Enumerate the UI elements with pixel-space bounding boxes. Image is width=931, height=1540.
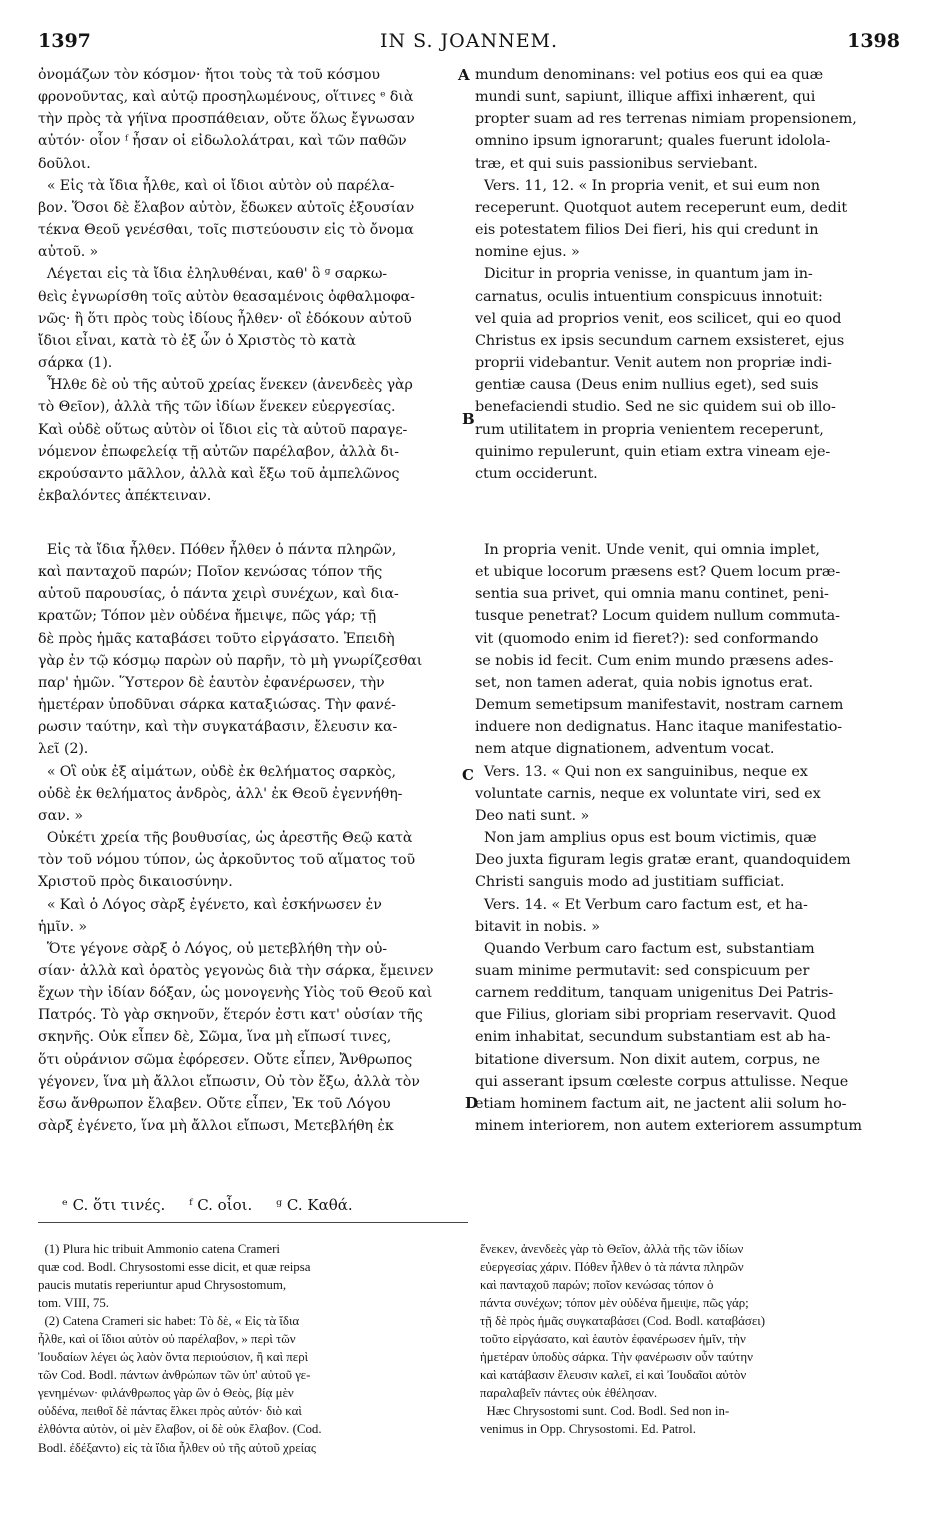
section-marker-c: C	[462, 766, 474, 784]
section-marker-b: B	[462, 410, 475, 428]
footnotes-left: (1) Plura hic tribuit Ammonio catena Crameri quæ cod. Bodl. Chrysostomi esse dicit, et quæ reipsa paucis mutatis reperiuntur apud Chrysostomum, tom. VIII, 75. (2) Catena Crameri sic habet: Τὸ δὲ, « Εἰς τὰ ἴδια ἦλθε, καὶ οἱ ἴδιοι αὐτὸν οὐ παρέλαβον, » περὶ τῶν Ἰουδαίων λέγει ὡς λαὸν ὄντα περιούσιον, ἢ καὶ περὶ τῶν Cod. Bodl. πάντων ἀνθρώπων τῶν ὑπ' αὐτοῦ γε- γενημένων· φιλάνθρωπος γὰρ ὢν ὁ Θεὸς, βίᾳ μὲν οὐδένα, πειθοῖ δὲ πάντας ἕλκει πρὸς αὐτόν· διὸ καὶ ἐλθόντα αὐτὸν, οἱ μὲν ἔλαβον, οἱ δὲ οὐκ ἔλαβον. (Cod. Bodl. ἐδέξαντο) εἰς τὰ ἴδια ἦλθεν οὐ τῆς αὐτοῦ χρείας	[38, 1242, 322, 1455]
section-marker-d: D	[465, 1094, 479, 1112]
page-number-right: 1398	[847, 30, 900, 52]
running-title: IN S. JOANNEM.	[379, 30, 559, 52]
latin-column-upper: mundum denominans: vel potius eos qui ea quæ mundi sunt, sapiunt, illique affixi inhærent, qui propter suam ad res terrenas nimiam propensionem, omnino ipsum ignorarunt; quales fuerunt idolola- træ, et qui suis passionibus serviebant. Vers. 11, 12. « In propria venit, et sui eum non receperunt. Quotquot autem receperunt eum, dedit eis potestatem filios Dei fieri, his qui credunt in nomine ejus. » Dicitur in propria venisse, in quantum jam in- carnatus, oculis intuentium conspicuus innotuit: vel quia ad proprios venit, eos scilicet, qui eo quod Christus ex ipsis secundum carnem exsisteret, ejus proprii videbantur. Venit autem non propriæ indi- gentiæ causa (Deus enim nullius eget), sed suis benefaciendi studio. Sed ne sic quidem sui ob illo- rum utilitatem in propria venientem receperunt, quinimo repulerunt, quin etiam extra vineam eje- ctum occiderunt.	[475, 67, 857, 482]
section-marker-a: A	[458, 66, 470, 84]
page-number-left: 1397	[38, 30, 91, 52]
footnotes-right: ἕνεκεν, ἀνενδεὲς γὰρ τὸ Θεῖον, ἀλλὰ τῆς τῶν ἰδίων εὐεργεσίας χάριν. Πόθεν ἦλθεν ὁ τὰ πάντα πληρῶν καὶ πανταχοῦ παρών; ποῖον κενώσας τόπον ὁ πάντα συνέχων; τόπον μὲν οὐδένα ἤμειψε, πῶς γάρ; τῇ δὲ πρὸς ἡμᾶς συγκαταβάσει (Cod. Bodl. καταβάσει) τοῦτο εἰργάσατο, καὶ ἑαυτὸν ἐφανέρωσεν ἡμῖν, τὴν ἡμετέραν ὑποδὺς σάρκα. Τὴν φανέρωσιν οὖν ταύτην καὶ κατάβασιν ἔλευσιν καλεῖ, εἰ καὶ Ἰουδαῖοι αὐτὸν παραλαβεῖν πάντες οὐκ ἐθέλησαν. Hæc Chrysostomi sunt. Cod. Bodl. Sed non in- venimus in Opp. Chrysostomi. Ed. Patrol.	[480, 1242, 766, 1437]
greek-column-upper: ὀνομάζων τὸν κόσμον· ἤτοι τοὺς τὰ τοῦ κόσμου φρονοῦντας, καὶ αὐτῷ προσηλωμένους, οἵτινες ᵉ διὰ τὴν πρὸς τὰ γήϊνα προσπάθειαν, οὔτε ὅλως ἔγνωσαν αὐτόν· οἷον ᶠ ἦσαν οἱ εἰδωλολάτραι, καὶ τῶν παθῶν δοῦλοι. « Εἰς τὰ ἴδια ἦλθε, καὶ οἱ ἴδιοι αὐτὸν οὐ παρέλα- βον. Ὅσοι δὲ ἔλαβον αὐτὸν, ἔδωκεν αὐτοῖς ἐξουσίαν τέκνα Θεοῦ γενέσθαι, τοῖς πιστεύουσιν εἰς τὸ ὄνομα αὐτοῦ. » Λέγεται εἰς τὰ ἴδια ἐληλυθέναι, καθ' ὃ ᵍ σαρκω- θεὶς ἐγνωρίσθη τοῖς αὐτὸν θεασαμένοις ὀφθαλμοφα- νῶς· ἢ ὅτι πρὸς τοὺς ἰδίους ἦλθεν· οἳ ἐδόκουν αὐτοῦ ἴδιοι εἶναι, κατὰ τὸ ἐξ ὧν ὁ Χριστὸς τὸ κατὰ σάρκα (1). Ἦλθε δὲ οὐ τῆς αὐτοῦ χρείας ἕνεκεν (ἀνενδεὲς γὰρ τὸ Θεῖον), ἀλλὰ τῆς τῶν ἰδίων ἕνεκεν εὐεργεσίας. Καὶ οὐδὲ οὕτως αὐτὸν οἱ ἴδιοι εἰς τὰ αὐτοῦ παραγε- νόμενον ἐπωφελείᾳ τῇ αὐτῶν παρέλαβον, ἀλλὰ δι- εκρούσαντο μᾶλλον, ἀλλὰ καὶ ἔξω τοῦ ἀμπελῶνος ἐκβαλόντες ἀπέκτειναν.	[38, 67, 415, 504]
latin-column-lower: In propria venit. Unde venit, qui omnia implet, et ubique locorum præsens est? Quem locum præ- sentia sua privet, qui omnia manu continet, peni- tusque penetrat? Locum quidem nullum commuta- vit (quomodo enim id fieret?): sed conformando se nobis id fecit. Cum enim mundo præsens ades- set, non tamen aderat, quia nobis ignotus erat. Demum semetipsum manifestavit, nostram carnem induere non dedignatus. Hanc itaque manifestatio- nem atque dignationem, adventum vocat. Vers. 13. « Qui non ex sanguinibus, neque ex voluntate carnis, neque ex voluntate viri, sed ex Deo nati sunt. » Non jam amplius opus est boum victimis, quæ Deo juxta figuram legis gratæ erant, quandoquidem Christi sanguis modo ad justitiam sufficiat. Vers. 14. « Et Verbum caro factum est, et ha- bitavit in nobis. » Quando Verbum caro factum est, substantiam suam minime permutavit: sed conspicuum per carnem redditum, tanquam unigenitus Dei Patris- que Filius, gloriam sibi propriam reservavit. Quod enim inhabitat, secundum substantiam est ab ha- bitatione diversum. Non dixit autem, corpus, ne qui asserant ipsum cœleste corpus attulisse. Neque etiam hominem factum ait, ne jactent alii solum ho- minem interiorem, non autem exteriorem assumptum	[475, 542, 862, 1135]
variant-readings: ᵉ C. ὅτι τινές. ᶠ C. οἷοι. ᵍ C. Καθά.	[62, 1196, 353, 1214]
footnote-divider	[38, 1222, 468, 1223]
page-header	[38, 30, 900, 60]
greek-column-lower: Εἰς τὰ ἴδια ἦλθεν. Πόθεν ἦλθεν ὁ πάντα πληρῶν, καὶ πανταχοῦ παρών; Ποῖον κενώσας τόπον τῆς αὐτοῦ παρουσίας, ὁ πάντα χειρὶ συνέχων, καὶ δια- κρατῶν; Τόπον μὲν οὐδένα ἤμειψε, πῶς γάρ; τῇ δὲ πρὸς ἡμᾶς καταβάσει τοῦτο εἰργάσατο. Ἐπειδὴ γὰρ ἐν τῷ κόσμῳ παρὼν οὐ παρῆν, τὸ μὴ γνωρίζεσθαι παρ' ἡμῶν. Ὕστερον δὲ ἑαυτὸν ἐφανέρωσεν, τὴν ἡμετέραν ὑποδῦναι σάρκα καταξιώσας. Τὴν φανέ- ρωσιν ταύτην, καὶ τὴν συγκατάβασιν, ἔλευσιν κα- λεῖ (2). « Οἳ οὐκ ἐξ αἱμάτων, οὐδὲ ἐκ θελήματος σαρκὸς, οὐδὲ ἐκ θελήματος ἀνδρὸς, ἀλλ' ἐκ Θεοῦ ἐγεννήθη- σαν. » Οὐκέτι χρεία τῆς βουθυσίας, ὡς ἀρεστῆς Θεῷ κατὰ τὸν τοῦ νόμου τύπον, ὡς ἀρκοῦντος τοῦ αἵματος τοῦ Χριστοῦ πρὸς δικαιοσύνην. « Καὶ ὁ Λόγος σὰρξ ἐγένετο, καὶ ἐσκήνωσεν ἐν ἡμῖν. » Ὅτε γέγονε σὰρξ ὁ Λόγος, οὐ μετεβλήθη τὴν οὐ- σίαν· ἀλλὰ καὶ ὁρατὸς γεγονὼς διὰ τὴν σάρκα, ἔμεινεν ἔχων τὴν ἰδίαν δόξαν, ὡς μονογενὴς Υἱὸς τοῦ Θεοῦ καὶ Πατρός. Τὸ γὰρ σκηνοῦν, ἕτερόν ἐστι κατ' οὐσίαν τῆς σκηνῆς. Οὐκ εἶπεν δὲ, Σῶμα, ἵνα μὴ εἴπωσί τινες, ὅτι οὐράνιον σῶμα ἐφόρεσεν. Οὔτε εἶπεν, Ἄνθρωπος γέγονεν, ἵνα μὴ ἄλλοι εἴπωσιν, Οὐ τὸν ἔξω, ἀλλὰ τὸν ἔσω ἄνθρωπον ἔλαβεν. Οὔτε εἶπεν, Ἐκ τοῦ Λόγου σὰρξ ἐγένετο, ἵνα μὴ ἄλλοι εἴπωσι, Μετεβλήθη ἐκ	[38, 542, 434, 1135]
